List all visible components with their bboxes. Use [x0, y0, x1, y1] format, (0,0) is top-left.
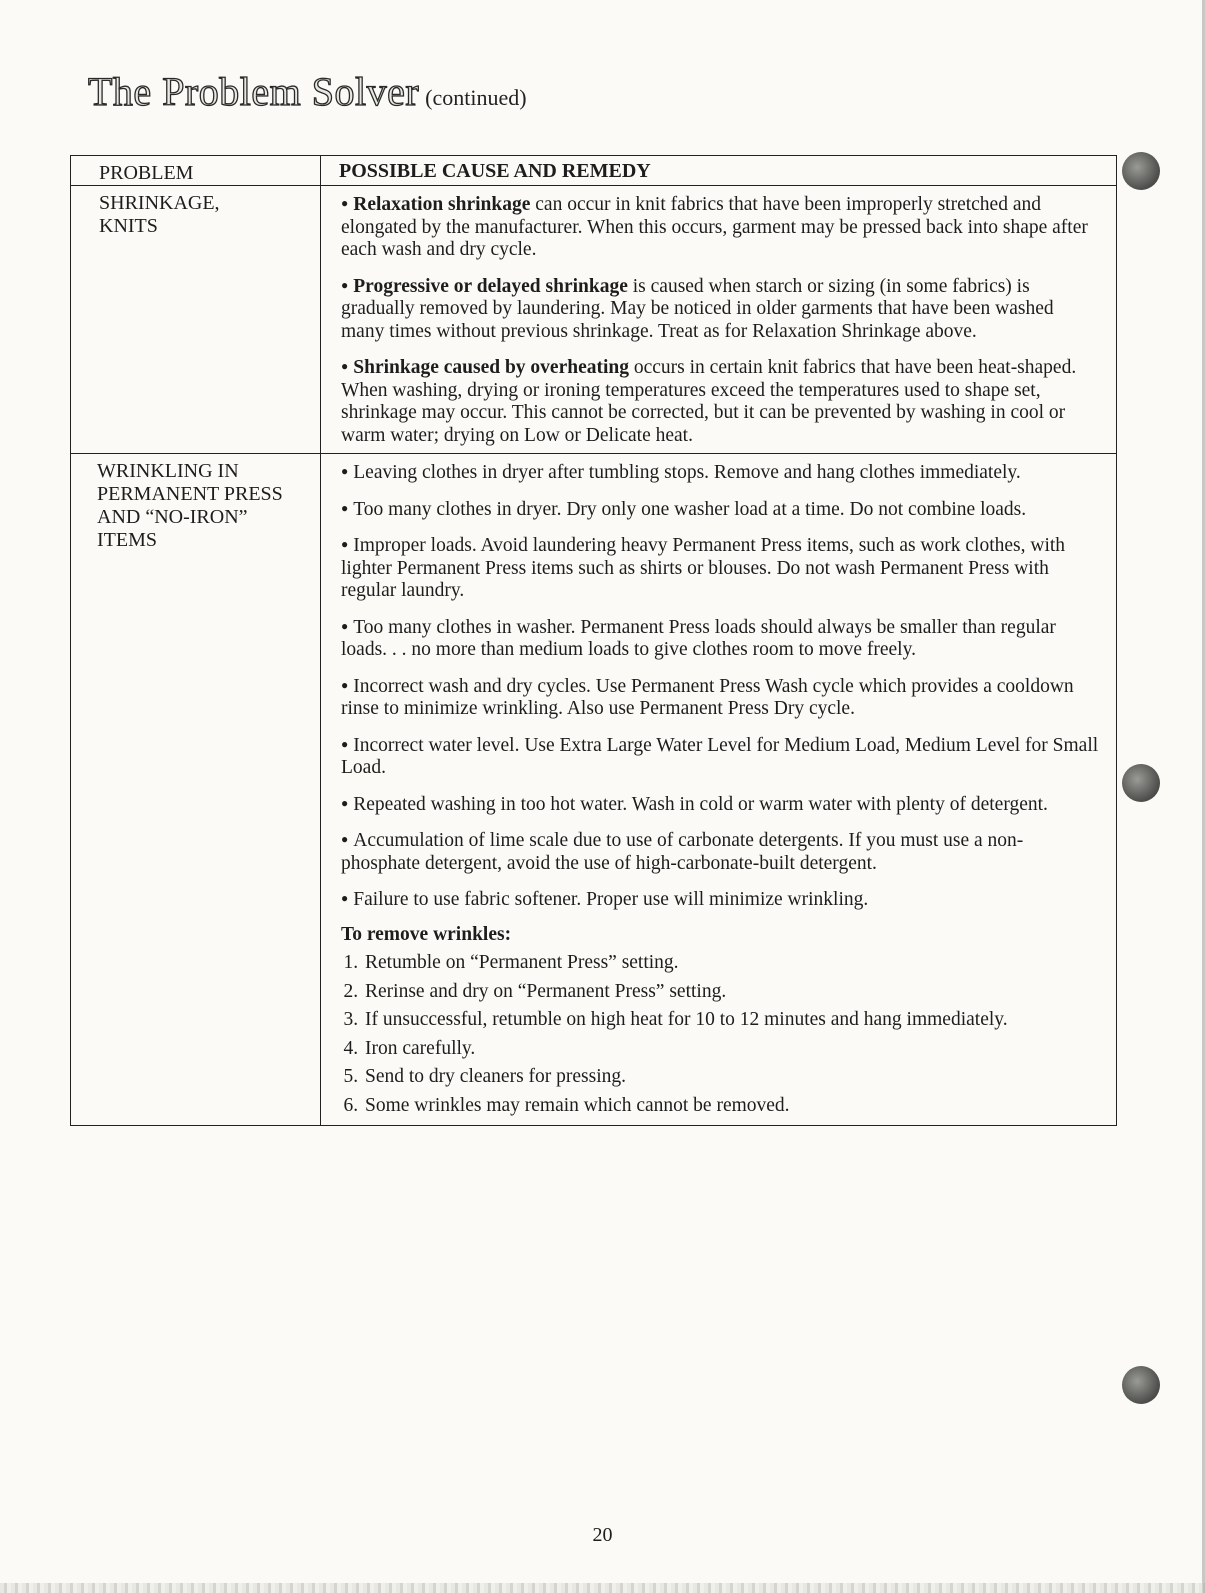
page-number: 20	[592, 1524, 613, 1546]
remedy-item-text: Repeated washing in too hot water. Wash in cold or warm water with plenty of detergent.	[353, 793, 1048, 815]
list-item: 4. Iron carefully.	[363, 1038, 1100, 1061]
bullet-icon: ●	[341, 832, 349, 846]
remedy-cell	[321, 454, 1117, 1126]
page-title	[88, 68, 527, 115]
remedy-item-bold: Progressive or delayed shrinkage	[353, 275, 628, 297]
remedy-item-text: Too many clothes in dryer. Dry only one washer load at a time. Do not combine loads.	[353, 498, 1027, 520]
remedy-item	[341, 828, 1100, 875]
bullet-icon: ●	[341, 196, 349, 210]
remedy-item	[341, 674, 1100, 721]
scan-edge	[0, 1583, 1205, 1593]
remedy-cell	[321, 186, 1117, 454]
binder-hole	[1122, 764, 1160, 802]
remedy-item-text: occurs in certain knit fabrics that have been heat-shaped. When washing, drying or ironing temperatures exceed the temperatures used to shape set, shrinkage may occur. This cannot be corrected, but it can be prevented by washing in cool or warm water; drying on Low or Delicate heat.	[341, 357, 1077, 446]
list-item: 6. Some wrinkles may remain which cannot be removed.	[363, 1095, 1100, 1118]
remedy-item-text: is caused when starch or sizing (in some fabrics) is gradually removed by laundering. May be noticed in older garments that have been washed many times without previous shrinkage. Treat as for Relaxation Shrinkage above.	[341, 275, 1054, 342]
remedy-item	[341, 887, 1100, 912]
bullet-icon: ●	[341, 537, 349, 551]
table-row	[71, 454, 1117, 1126]
remedy-item-text: Accumulation of lime scale due to use of carbonate detergents. If you must use a non-phosphate detergent, avoid the use of high-carbonate-built detergent.	[341, 830, 1024, 874]
remedy-item-text: Failure to use fabric softener. Proper use will minimize wrinkling.	[353, 889, 869, 910]
remedy-item	[341, 792, 1100, 817]
title-sub: (continued)	[425, 85, 527, 110]
bullet-icon: ●	[341, 500, 349, 515]
bullet-icon: ●	[341, 677, 349, 692]
list-item: 5. Send to dry cleaners for pressing.	[363, 1066, 1100, 1089]
problem-cell: SHRINKAGE, KNITS	[71, 186, 321, 454]
remedy-item	[341, 460, 1100, 485]
remove-wrinkles-steps	[341, 952, 1100, 1117]
binder-hole	[1122, 1366, 1160, 1404]
binder-hole	[1122, 152, 1160, 190]
remedy-item-text: Incorrect water level. Use Extra Large Water Level for Medium Load, Medium Level for Small Load.	[341, 734, 1099, 778]
remedy-item-text: Improper loads. Avoid laundering heavy Permanent Press items, such as work clothes, with lighter Permanent Press items such as shirts or blouses. Do not wash Permanent Press with regular laundry.	[341, 535, 1066, 601]
list-item: 2. Rerinse and dry on “Permanent Press” setting.	[363, 981, 1100, 1004]
header-problem: PROBLEM	[71, 156, 321, 186]
bullet-icon: ●	[341, 736, 349, 751]
remedy-item	[341, 274, 1100, 344]
list-item: 1. Retumble on “Permanent Press” setting.	[363, 952, 1100, 975]
remedy-item	[341, 355, 1100, 447]
bullet-icon: ●	[341, 891, 349, 905]
bullet-icon: ●	[341, 618, 349, 633]
remedy-item-bold: Shrinkage caused by overheating	[353, 357, 629, 378]
remedy-item-bold: Relaxation shrinkage	[353, 194, 531, 215]
remedy-item	[341, 533, 1100, 603]
remedy-item-text: Too many clothes in washer. Permanent Press loads should always be smaller than regular loads. . . no more than medium loads to give clothes room to move freely.	[341, 616, 1056, 660]
remedy-item	[341, 497, 1100, 522]
problem-cell: WRINKLING IN PERMANENT PRESS AND “NO-IRON” ITEMS	[71, 454, 321, 1126]
bullet-icon: ●	[341, 795, 349, 810]
bullet-icon: ●	[341, 464, 349, 478]
remedy-item	[341, 733, 1100, 780]
bullet-icon: ●	[341, 359, 349, 373]
table-row	[71, 186, 1117, 454]
remedy-item-text: Leaving clothes in dryer after tumbling stops. Remove and hang clothes immediately.	[353, 462, 1021, 483]
remedy-item-text: Incorrect wash and dry cycles. Use Permanent Press Wash cycle which provides a cooldown rinse to minimize wrinkling. Also use Permanent Press Dry cycle.	[341, 675, 1074, 719]
list-item: 3. If unsuccessful, retumble on high heat for 10 to 12 minutes and hang immediately.	[363, 1009, 1100, 1032]
remedy-item	[341, 615, 1100, 662]
remove-wrinkles-heading: To remove wrinkles:	[341, 923, 512, 945]
problem-solver-table	[70, 155, 1117, 1126]
table-header-row	[71, 156, 1117, 186]
title-main: The Problem Solver	[88, 69, 420, 114]
header-remedy: POSSIBLE CAUSE AND REMEDY	[321, 156, 1117, 186]
remedy-item	[341, 192, 1100, 262]
bullet-icon: ●	[341, 277, 349, 292]
remedy-item-text: can occur in knit fabrics that have been improperly stretched and elongated by the manufacturer. When this occurs, garment may be pressed back into shape after each wash and dry cycle.	[341, 194, 1088, 260]
